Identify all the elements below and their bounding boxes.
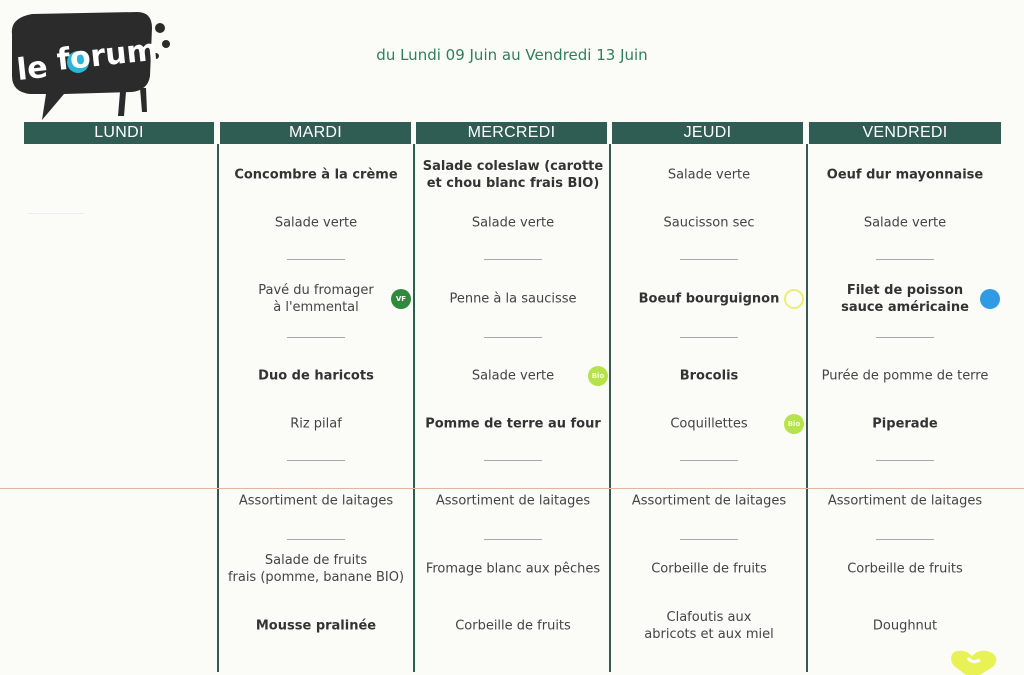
menu-item: Pomme de terre au four (425, 416, 601, 432)
course-divider (484, 460, 542, 461)
date-range-title: du Lundi 09 Juin au Vendredi 13 Juin (376, 46, 648, 64)
menu-item: Piperade (872, 416, 938, 432)
day-header-row (0, 122, 1024, 144)
msc-label-icon (980, 289, 1000, 309)
course-divider (876, 337, 934, 338)
menu-item: Corbeille de fruits (847, 561, 963, 577)
menu-item: Assortiment de laitages (238, 493, 394, 509)
menu-item: Fromage blanc aux pêches (425, 561, 601, 577)
course-divider (484, 259, 542, 260)
column-divider (609, 144, 611, 672)
menu-item: Concombre à la crème (234, 167, 398, 183)
menu-item: Salade verte (471, 368, 555, 384)
menu-item: Clafoutis aux abricots et aux miel (644, 610, 774, 642)
course-divider (484, 539, 542, 540)
header-lundi: LUNDI (24, 122, 214, 144)
course-divider (484, 337, 542, 338)
menu-item: Salade verte (863, 215, 947, 231)
course-divider (876, 539, 934, 540)
course-divider (680, 539, 738, 540)
course-divider (876, 259, 934, 260)
menu-item: Boeuf bourguignon (638, 291, 780, 307)
menu-item: Purée de pomme de terre (821, 368, 989, 384)
menu-item: Assortiment de laitages (435, 493, 591, 509)
column-divider (413, 144, 415, 672)
header-vendredi: VENDREDI (809, 122, 1001, 144)
column-divider (806, 144, 808, 672)
menu-item: Salade verte (471, 215, 555, 231)
svg-text:le: le (15, 49, 50, 88)
day-column-mercredi (418, 144, 608, 674)
menu-item: Salade verte (667, 167, 751, 183)
day-column-mardi (221, 144, 411, 674)
course-divider (680, 259, 738, 260)
bio-label-icon: Bio (784, 414, 804, 434)
header-mercredi: MERCREDI (416, 122, 607, 144)
menu-item: Saucisson sec (663, 215, 755, 231)
svg-text:forum: forum (55, 32, 160, 78)
header-mardi: MARDI (220, 122, 411, 144)
menu-item: Assortiment de laitages (827, 493, 983, 509)
vf-label-icon: VF (391, 289, 411, 309)
menu-item: Doughnut (872, 618, 938, 634)
menu-item: Mousse pralinée (255, 618, 377, 634)
lbl-label-icon (784, 289, 804, 309)
course-divider (287, 539, 345, 540)
menu-item: Oeuf dur mayonnaise (826, 167, 984, 183)
menu-item: Filet de poisson sauce américaine (841, 283, 969, 315)
day-column-vendredi (810, 144, 1000, 674)
menu-item: Coquillettes (670, 416, 748, 432)
menu-item: Salade verte (274, 215, 358, 231)
column-divider (217, 144, 219, 672)
heart-shape-icon (950, 648, 1010, 675)
course-divider (680, 337, 738, 338)
course-divider (287, 337, 345, 338)
bio-label-icon: Bio (588, 366, 608, 386)
menu-item: Salade de fruits frais (pomme, banane BIO) (227, 553, 405, 585)
course-divider (287, 259, 345, 260)
menu-item: Assortiment de laitages (631, 493, 787, 509)
menu-item: Brocolis (679, 368, 739, 384)
menu-item: Salade coleslaw (carotte et chou blanc frais BIO) (422, 159, 604, 191)
course-divider (876, 460, 934, 461)
menu-item: Penne à la saucisse (449, 291, 577, 307)
menu-item: Duo de haricots (258, 368, 374, 384)
course-divider (287, 460, 345, 461)
menu-item: Riz pilaf (290, 416, 342, 432)
faint-line (28, 213, 84, 214)
menu-item: Corbeille de fruits (651, 561, 767, 577)
header-jeudi: JEUDI (612, 122, 803, 144)
course-divider (680, 460, 738, 461)
day-column-jeudi (614, 144, 804, 674)
menu-item: Corbeille de fruits (455, 618, 571, 634)
menu-item: Pavé du fromager à l'emmental (258, 283, 374, 315)
